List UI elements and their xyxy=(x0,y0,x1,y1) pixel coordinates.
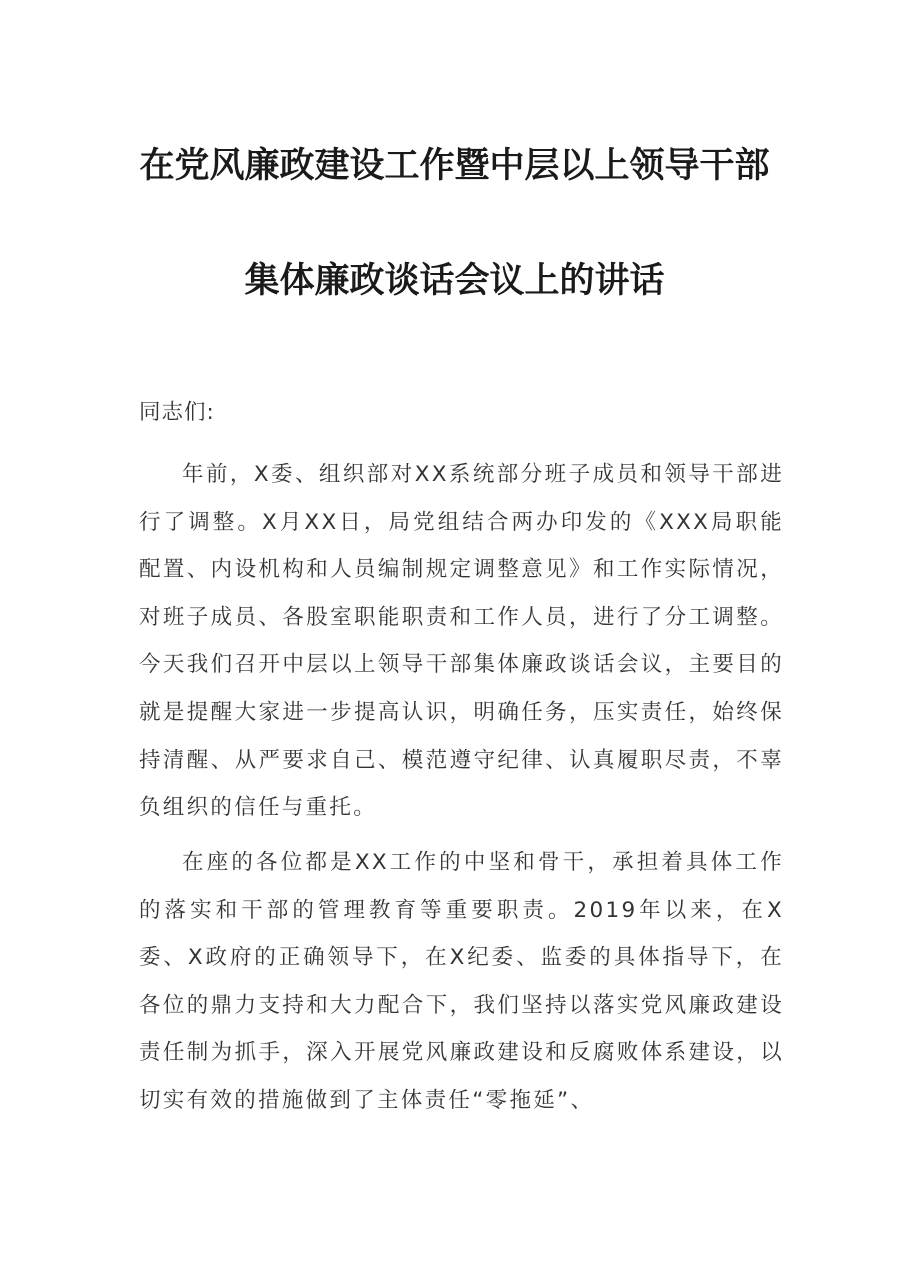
salutation: 同志们: xyxy=(139,400,215,425)
paragraph-2: 在座的各位都是XX工作的中坚和骨干，承担着具体工作的落实和干部的管理教育等重要职责。2019年以来，在X委、X政府的正确领导下，在X纪委、监委的具体指导下，在各位的鼎力支持和大力配合下，我们坚持以落实党风廉政建设责任制为抓手，深入开展党风廉政建设和反腐败体系建设，以切实有效的措施做到了主体责任“零拖延”、 xyxy=(139,850,784,1113)
paragraph-1: 年前，X委、组织部对XX系统部分班子成员和领导干部进行了调整。X月XX日，局党组结合两办印发的《XXX局职能配置、内设机构和人员编制规定调整意见》和工作实际情况，对班子成员、各股室职能职责和工作人员，进行了分工调整。今天我们召开中层以上领导干部集体廉政谈话会议，主要目的就是提醒大家进一步提高认识，明确任务，压实责任，始终保持清醒、从严要求自己、模范遵守纪律、认真履职尽责，不辜负组织的信任与重托。 xyxy=(139,462,784,821)
document-title-line-2: 集体廉政谈话会议上的讲话 xyxy=(244,260,665,301)
document-title-line-1: 在党风廉政建设工作暨中层以上领导干部 xyxy=(139,145,770,186)
